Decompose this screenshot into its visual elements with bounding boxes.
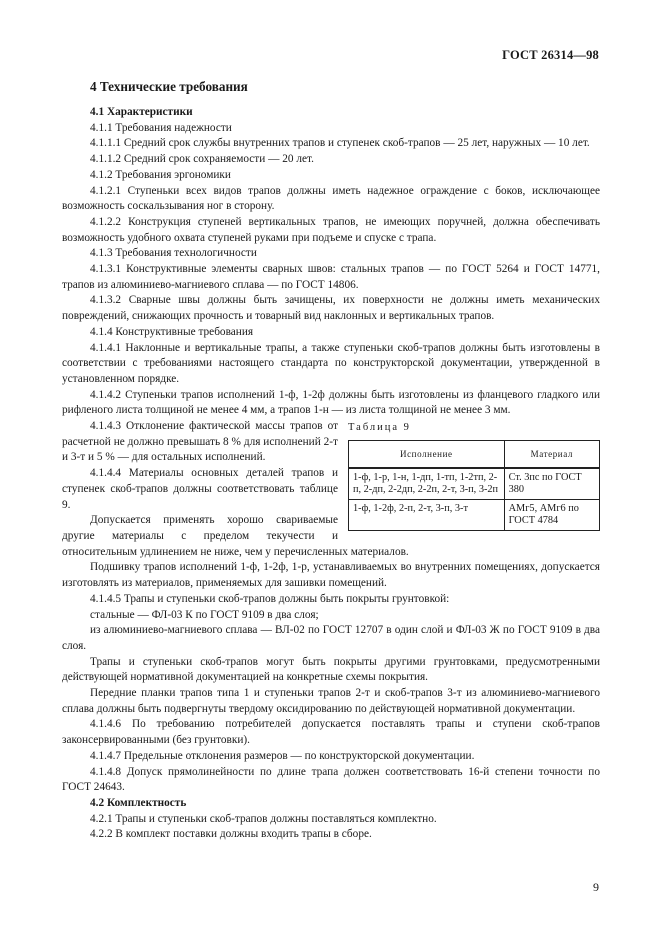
paragraph: 4.1.3 Требования технологичности bbox=[90, 247, 257, 260]
paragraph: 4.1.4.7 Предельные отклонения размеров — по конструкторской документации. bbox=[90, 749, 475, 762]
paragraph: Подшивку трапов исполнений 1-ф, 1-2ф, 1-р, устанавливаемых во внутренних помещениях, допускается изготовлять из материалов, применяемых для зашивки помещений. bbox=[62, 561, 600, 590]
paragraph: 4.2.2 В комплект поставки должны входить трапы в сборе. bbox=[90, 828, 372, 841]
page-content bbox=[62, 78, 600, 843]
paragraph: Передние планки трапов типа 1 и ступеньки трапов 2-т и скоб-трапов 3-т из алюминиево-магниевого сплава должны быть подвергнуты твердому оксидированию по действующей нормативной документации. bbox=[62, 687, 600, 715]
paragraph: 4.1.2.2 Конструкция ступеней вертикальных трапов, не имеющих поручней, должна обеспечивать возможность удобного охвата ступеней руками при подъеме и спуске с трапа. bbox=[62, 215, 600, 244]
subsection-heading: 4.2 Комплектность bbox=[90, 796, 187, 809]
paragraph: Допускается применять хорошо свариваемые другие материалы с пределом текучести и относительным удлинением не ниже, чем у перечисленных материалов. bbox=[62, 514, 409, 558]
table-header-cell: Исполнение bbox=[349, 441, 505, 469]
paragraph: 4.1.1 Требования надежности bbox=[90, 121, 232, 134]
materials-table bbox=[348, 440, 600, 531]
table-cell: 1-ф, 1-р, 1-н, 1-дп, 1-тп, 1-2тп, 2-п, 2-дп, 2-2дп, 2-2п, 2-т, 3-п, 3-2п bbox=[349, 468, 505, 500]
paragraph: 4.1.4.3 Отклонение фактической массы трапов от расчетной не должно превышать 8 % для исполнений 2-т и 3-т и 5 % — для остальных исполнений. bbox=[62, 420, 338, 464]
paragraph: 4.1.4.2 Ступеньки трапов исполнений 1-ф, 1-2ф должны быть изготовлены из фланцевого гладкого или рифленого листа толщиной не менее 4 мм, а трапов 1-н — из листа толщиной не менее 3 мм. bbox=[62, 388, 600, 417]
page-number: 9 bbox=[593, 880, 599, 894]
table-cell: Ст. 3пс по ГОСТ 380 bbox=[504, 468, 599, 500]
paragraph: 4.1.4.6 По требованию потребителей допускается поставлять трапы и ступени скоб-трапов законсервированными (без грунтовки). bbox=[62, 718, 600, 747]
table-cell: 1-ф, 1-2ф, 2-п, 2-т, 3-п, 3-т bbox=[349, 500, 505, 531]
table-header-cell: Материал bbox=[504, 441, 599, 469]
paragraph: 4.1.4.1 Наклонные и вертикальные трапы, а также ступеньки скоб-трапов должны быть изготовлены в соответствии с требованиями настоящего стандарта по конструкторской документации, утвержденной в установленном порядке. bbox=[62, 341, 600, 385]
paragraph: стальные — ФЛ-03 К по ГОСТ 9109 в два слоя; bbox=[90, 608, 319, 621]
paragraph: 4.1.1.2 Средний срок сохраняемости — 20 лет. bbox=[90, 153, 314, 166]
table-9-container bbox=[348, 421, 600, 531]
paragraph: из алюминиево-магниевого сплава — ВЛ-02 по ГОСТ 12707 в один слой и ФЛ-03 Ж по ГОСТ 9109 в два слоя. bbox=[62, 624, 600, 652]
section-title: 4 Технические требования bbox=[90, 79, 248, 94]
paragraph: 4.1.4 Конструктивные требования bbox=[90, 325, 254, 338]
paragraph: 4.1.1.1 Средний срок службы внутренних трапов и ступенек скоб-трапов — 25 лет, наружных — 10 лет. bbox=[90, 137, 590, 150]
table-row bbox=[349, 468, 600, 500]
paragraphs-block-a bbox=[62, 105, 600, 419]
paragraph: 4.1.3.1 Конструктивные элементы сварных швов: стальных трапов — по ГОСТ 5264 и ГОСТ 14771, трапов из алюминиево-магниевого сплава — по ГОСТ 14806. bbox=[62, 263, 600, 291]
paragraph: 4.1.2.1 Ступеньки всех видов трапов должны иметь надежное ограждение с боков, исключающее возможность соскальзывания ног в сторону. bbox=[62, 184, 600, 213]
paragraph: Трапы и ступеньки скоб-трапов могут быть покрыты другими грунтовками, предусмотренными действующей нормативной документацией на конкретные схемы покрытия. bbox=[62, 655, 600, 684]
paragraph: 4.1.4.5 Трапы и ступеньки скоб-трапов должны быть покрыты грунтовкой: bbox=[90, 592, 450, 605]
paragraph: 4.1.4.8 Допуск прямолинейности по длине трапа должен соответствовать 16-й степени точности по ГОСТ 24643. bbox=[62, 765, 600, 794]
table-caption: Таблица 9 bbox=[348, 422, 411, 434]
table-header-row bbox=[349, 441, 600, 469]
table-cell: АМг5, АМг6 по ГОСТ 4784 bbox=[504, 500, 599, 531]
document-code-header: ГОСТ 26314—98 bbox=[502, 48, 599, 62]
table-row bbox=[349, 500, 600, 531]
paragraph: 4.1.4.4 Материалы основных деталей трапов и ступенек скоб-трапов должны соответствовать таблице 9. bbox=[62, 467, 338, 511]
paragraph: 4.1.3.2 Сварные швы должны быть зачищены, их поверхности не должны иметь механических повреждений, снижающих прочность и товарный вид наклонных и вертикальных трапов. bbox=[62, 294, 600, 323]
paragraph: 4.1.2 Требования эргономики bbox=[90, 168, 231, 181]
paragraph: 4.2.1 Трапы и ступеньки скоб-трапов должны поставляться комплектно. bbox=[90, 812, 437, 825]
subsection-heading: 4.1 Характеристики bbox=[90, 106, 193, 118]
